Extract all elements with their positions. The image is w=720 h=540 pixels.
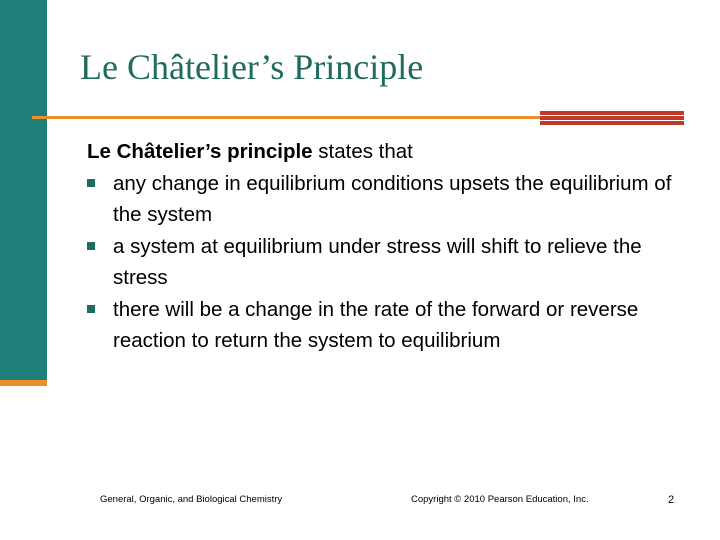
square-bullet-icon xyxy=(87,305,95,313)
bullet-item xyxy=(87,231,687,294)
title-underline-accent xyxy=(540,111,684,125)
page-number: 2 xyxy=(668,494,675,506)
left-accent-stripe xyxy=(0,380,47,386)
intro-line xyxy=(87,136,687,168)
bullet-list xyxy=(87,168,687,357)
bullet-text: a system at equilibrium under stress will shift to relieve the stress xyxy=(113,234,642,289)
footer-course: General, Organic, and Biological Chemistry xyxy=(100,494,283,505)
intro-rest: states that xyxy=(312,140,413,163)
bullet-text: there will be a change in the rate of the forward or reverse reaction to return the system to equilibrium xyxy=(113,297,639,352)
bullet-item xyxy=(87,168,687,231)
bullet-text: any change in equilibrium conditions upsets the equilibrium of the system xyxy=(113,171,672,226)
slide-title: Le Châtelier’s Principle xyxy=(80,47,424,87)
bullet-item xyxy=(87,294,687,357)
intro-bold-term: Le Châtelier’s principle xyxy=(87,140,313,163)
square-bullet-icon xyxy=(87,242,95,250)
left-accent-bar xyxy=(0,0,47,380)
slide-body xyxy=(87,136,687,357)
footer-copyright: Copyright © 2010 Pearson Education, Inc. xyxy=(411,494,589,505)
title-underline xyxy=(32,116,542,119)
square-bullet-icon xyxy=(87,179,95,187)
